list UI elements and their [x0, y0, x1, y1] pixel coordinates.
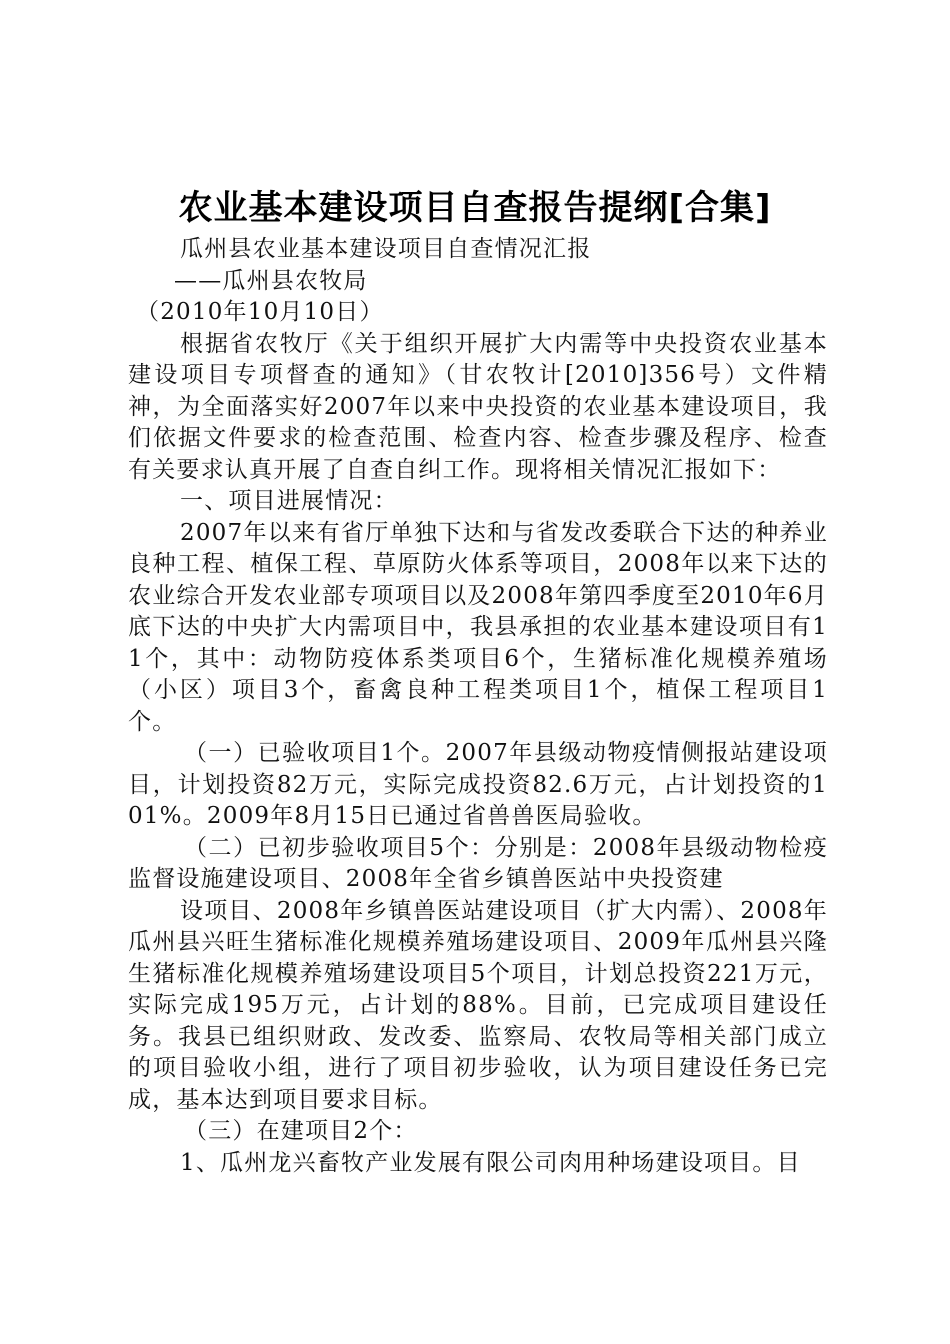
- body-paragraph: 1、瓜州龙兴畜牧产业发展有限公司肉用种场建设项目。目: [180, 1149, 801, 1176]
- intro-paragraph: 根据省农牧厅《关于组织开展扩大内需等中央投资农业基本建设项目专项督查的通知》（甘农牧计[2010]356号）文件精神，为全面落实好2007年以来中央投资的农业基本建设项目，我们依据文件要求的检查范围、检查内容、检查步骤及程序、检查有关要求认真开展了自查自纠工作。现将相关情况汇报如下：: [128, 330, 828, 483]
- report-date: （2010年10月10日）: [136, 299, 384, 325]
- section-heading: 一、项目进展情况：: [180, 488, 398, 514]
- body-paragraph: 设项目、2008年乡镇兽医站建设项目（扩大内需）、2008年瓜州县兴旺生猪标准化规模养殖场建设项目、2009年瓜州县兴隆生猪标准化规模养殖场建设项目5个项目，计划总投资221万元，实际完成195万元，占计划的88%。目前，已完成项目建设任务。我县已组织财政、发改委、监察局、农牧局等相关部门成立的项目验收小组，进行了项目初步验收，认为项目建设任务已完成，基本达到项目要求目标。: [128, 897, 828, 1113]
- document-body: [128, 234, 828, 1179]
- report-subtitle: 瓜州县农业基本建设项目自查情况汇报: [180, 236, 592, 262]
- body-paragraph: （二）已初步验收项目5个：分别是：2008年县级动物检疫监督设施建设项目、2008年全省乡镇兽医站中央投资建: [128, 834, 828, 892]
- body-paragraph: 2007年以来有省厅单独下达和与省发改委联合下达的种养业良种工程、植保工程、草原防火体系等项目，2008年以来下达的农业综合开发农业部专项项目以及2008年第四季度至2010年6月底下达的中央扩大内需项目中，我县承担的农业基本建设项目有11个，其中：动物防疫体系类项目6个，生猪标准化规模养殖场（小区）项目3个，畜禽良种工程类项目1个，植保工程项目1个。: [128, 519, 828, 735]
- document-title: 农业基本建设项目自查报告提纲[合集]: [178, 188, 772, 228]
- body-paragraph: （一）已验收项目1个。2007年县级动物疫情侧报站建设项目，计划投资82万元，实际完成投资82.6万元，占计划投资的101%。2009年8月15日已通过省兽兽医局验收。: [128, 740, 828, 829]
- report-author: ——瓜州县农牧局: [174, 267, 368, 294]
- subsection-heading: （三）在建项目2个：: [184, 1118, 418, 1144]
